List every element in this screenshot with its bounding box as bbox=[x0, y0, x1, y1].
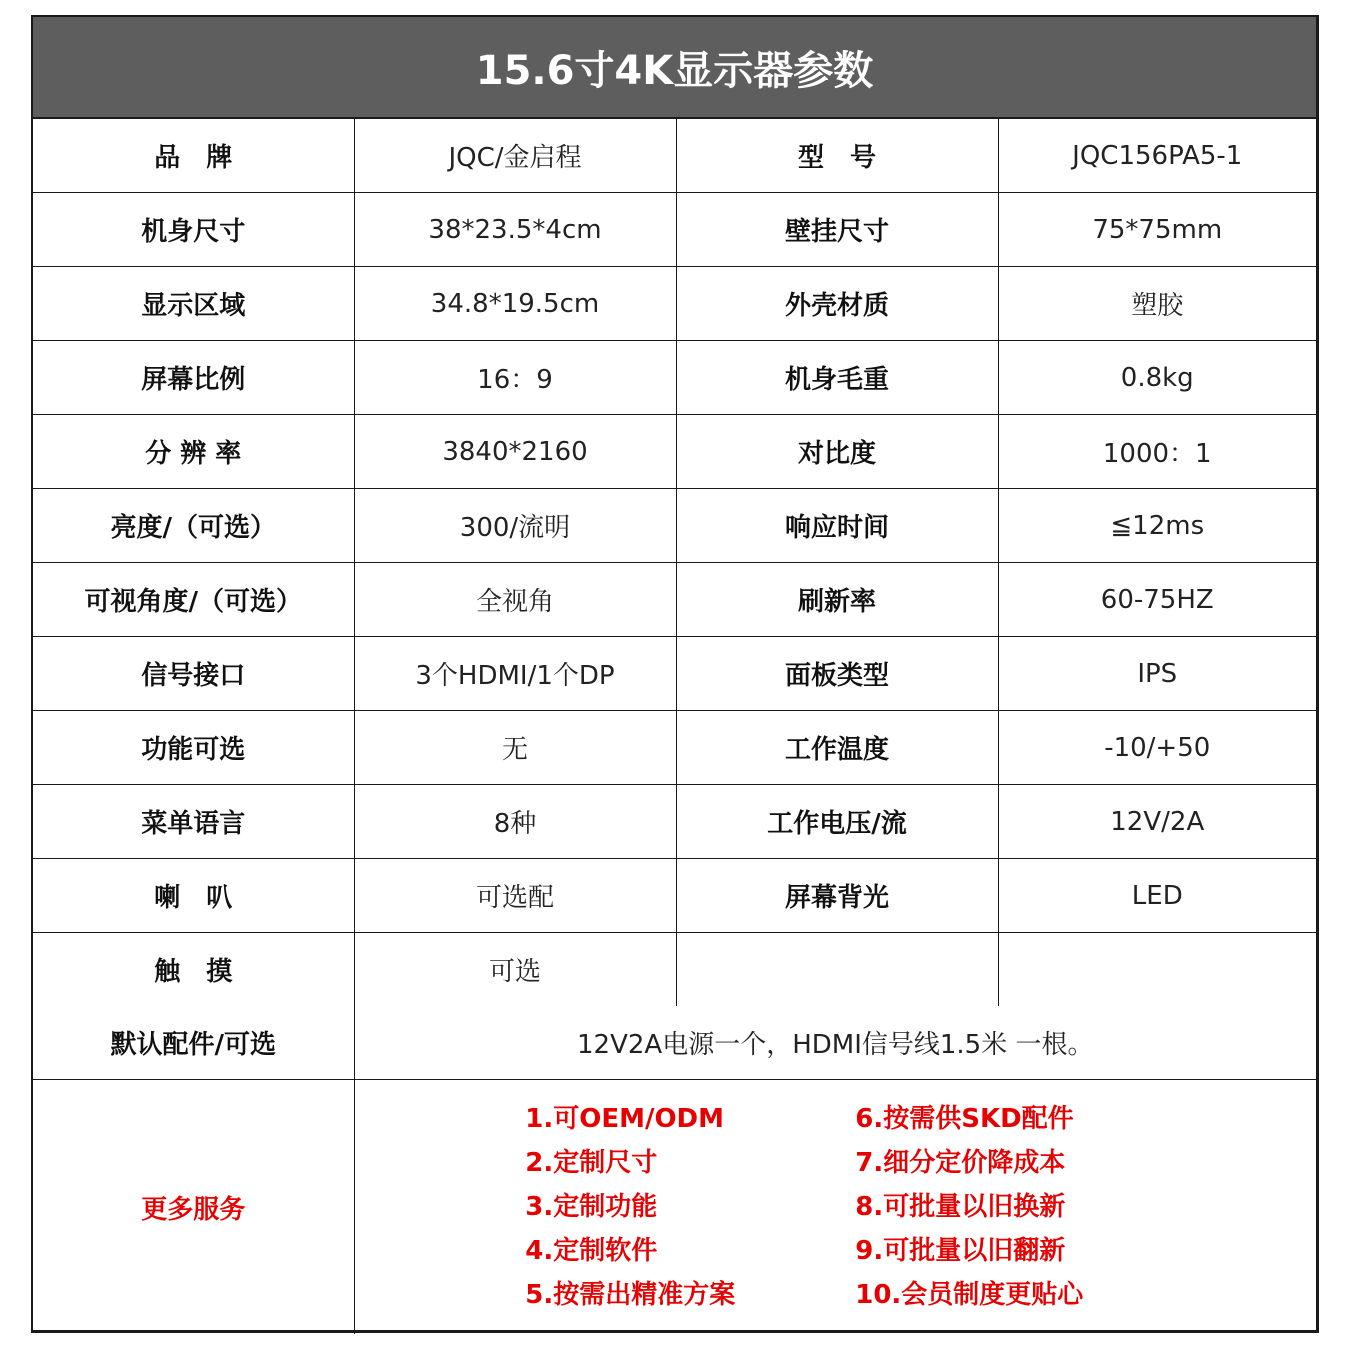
table-row bbox=[33, 193, 1316, 267]
spec-label: 壁挂尺寸 bbox=[676, 193, 998, 267]
spec-value: 可选 bbox=[354, 933, 676, 1007]
table-row bbox=[33, 563, 1316, 637]
spec-label: 喇 叭 bbox=[33, 859, 354, 933]
spec-value: 38*23.5*4cm bbox=[354, 193, 676, 267]
spec-value: 300/流明 bbox=[354, 489, 676, 563]
spec-table-footer bbox=[33, 1006, 1316, 1334]
accessories-label: 默认配件/可选 bbox=[33, 1006, 354, 1080]
spec-label: 响应时间 bbox=[676, 489, 998, 563]
table-row bbox=[33, 415, 1316, 489]
spec-label: 菜单语言 bbox=[33, 785, 354, 859]
spec-value: 16：9 bbox=[354, 341, 676, 415]
spec-value: 全视角 bbox=[354, 563, 676, 637]
spec-label: 机身毛重 bbox=[676, 341, 998, 415]
spec-table-body bbox=[33, 119, 1316, 1006]
spec-label: 工作电压/流 bbox=[676, 785, 998, 859]
spec-value bbox=[998, 933, 1316, 1007]
table-row bbox=[33, 859, 1316, 933]
service-item: 6.按需供SKD配件 bbox=[855, 1104, 1074, 1134]
spec-label: 面板类型 bbox=[676, 637, 998, 711]
service-item: 1.可OEM/ODM bbox=[525, 1104, 725, 1134]
spec-value: 75*75mm bbox=[998, 193, 1316, 267]
table-row bbox=[33, 267, 1316, 341]
services-row bbox=[33, 1080, 1316, 1335]
table-row bbox=[33, 341, 1316, 415]
spec-label: 外壳材质 bbox=[676, 267, 998, 341]
spec-label: 型 号 bbox=[676, 119, 998, 193]
spec-value: 塑胶 bbox=[998, 267, 1316, 341]
spec-label: 可视角度/（可选） bbox=[33, 563, 354, 637]
spec-label: 屏幕比例 bbox=[33, 341, 354, 415]
service-item: 3.定制功能 bbox=[525, 1192, 658, 1222]
spec-label: 屏幕背光 bbox=[676, 859, 998, 933]
spec-value: 34.8*19.5cm bbox=[354, 267, 676, 341]
spec-label bbox=[676, 933, 998, 1007]
spec-label: 机身尺寸 bbox=[33, 193, 354, 267]
spec-value: 可选配 bbox=[354, 859, 676, 933]
table-row bbox=[33, 711, 1316, 785]
table-row bbox=[33, 785, 1316, 859]
spec-value: 60-75HZ bbox=[998, 563, 1316, 637]
spec-label: 亮度/（可选） bbox=[33, 489, 354, 563]
spec-label: 触 摸 bbox=[33, 933, 354, 1007]
spec-value: LED bbox=[998, 859, 1316, 933]
table-row bbox=[33, 489, 1316, 563]
table-row bbox=[33, 933, 1316, 1007]
services-column-left bbox=[415, 1097, 855, 1317]
services-grid bbox=[355, 1097, 1317, 1317]
service-item: 4.定制软件 bbox=[525, 1236, 658, 1266]
spec-table bbox=[33, 119, 1316, 1334]
spec-label: 分 辨 率 bbox=[33, 415, 354, 489]
spec-sheet bbox=[31, 15, 1319, 1333]
services-label: 更多服务 bbox=[33, 1080, 354, 1335]
service-item: 7.细分定价降成本 bbox=[855, 1148, 1066, 1178]
spec-value: 无 bbox=[354, 711, 676, 785]
service-item: 10.会员制度更贴心 bbox=[855, 1280, 1084, 1310]
spec-value: 1000：1 bbox=[998, 415, 1316, 489]
service-item: 2.定制尺寸 bbox=[525, 1148, 658, 1178]
page-title: 15.6寸4K显示器参数 bbox=[33, 17, 1316, 119]
spec-label: 工作温度 bbox=[676, 711, 998, 785]
spec-value: JQC/金启程 bbox=[354, 119, 676, 193]
spec-value: 3840*2160 bbox=[354, 415, 676, 489]
spec-value: 12V/2A bbox=[998, 785, 1316, 859]
service-item: 9.可批量以旧翻新 bbox=[855, 1236, 1066, 1266]
spec-value: ≦12ms bbox=[998, 489, 1316, 563]
service-item: 5.按需出精准方案 bbox=[525, 1280, 736, 1310]
table-row bbox=[33, 119, 1316, 193]
spec-value: 0.8kg bbox=[998, 341, 1316, 415]
spec-label: 品 牌 bbox=[33, 119, 354, 193]
spec-label: 刷新率 bbox=[676, 563, 998, 637]
spec-label: 显示区域 bbox=[33, 267, 354, 341]
spec-value: IPS bbox=[998, 637, 1316, 711]
accessories-value: 12V2A电源一个，HDMI信号线1.5米 一根。 bbox=[354, 1006, 1316, 1080]
spec-label: 功能可选 bbox=[33, 711, 354, 785]
spec-label: 信号接口 bbox=[33, 637, 354, 711]
spec-value: -10/+50 bbox=[998, 711, 1316, 785]
spec-value: JQC156PA5-1 bbox=[998, 119, 1316, 193]
spec-value: 8种 bbox=[354, 785, 676, 859]
spec-label: 对比度 bbox=[676, 415, 998, 489]
services-column-right bbox=[855, 1097, 1255, 1317]
spec-value: 3个HDMI/1个DP bbox=[354, 637, 676, 711]
table-row bbox=[33, 637, 1316, 711]
accessories-row bbox=[33, 1006, 1316, 1080]
service-item: 8.可批量以旧换新 bbox=[855, 1192, 1066, 1222]
services-cell bbox=[354, 1080, 1316, 1335]
